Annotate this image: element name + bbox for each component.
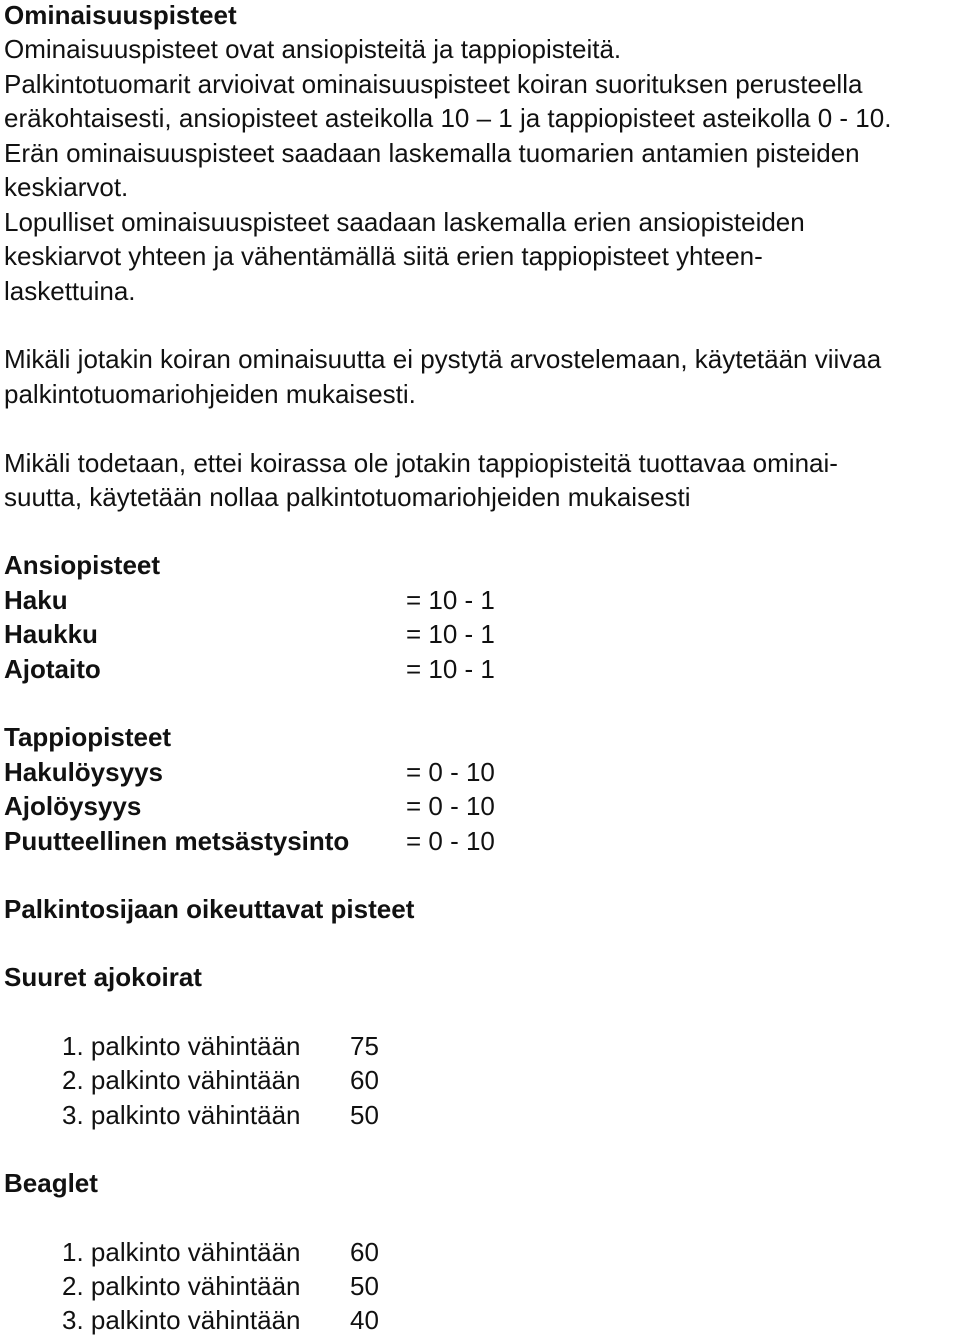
prize-points: 60 — [350, 1237, 379, 1267]
demerit-label: Puutteellinen metsästysinto — [4, 826, 350, 856]
merit-label: Haukku — [4, 619, 98, 649]
demerit-label: Hakulöysyys — [4, 757, 163, 787]
demerit-value: = 0 - 10 — [406, 826, 495, 856]
prize-points: 40 — [350, 1305, 379, 1335]
merit-value: = 10 - 1 — [406, 619, 495, 649]
merit-label: Haku — [4, 585, 68, 615]
prize-label: 1. palkinto vähintään — [62, 1237, 301, 1267]
prize-label: 3. palkinto vähintään — [62, 1305, 301, 1335]
paragraph-line: palkintotuomariohjeiden mukaisesti. — [4, 379, 416, 409]
merit-label: Ajotaito — [4, 654, 101, 684]
prize-heading: Palkintosijaan oikeuttavat pisteet — [4, 894, 415, 924]
demerit-heading: Tappiopisteet — [4, 722, 172, 752]
beagle-heading: Beaglet — [4, 1168, 98, 1198]
intro-line: keskiarvot. — [4, 172, 129, 202]
intro-line: eräkohtaisesti, ansiopisteet asteikolla 10 – 1 ja tappiopisteet asteikolla 0 - 10. — [4, 103, 892, 133]
intro-line: Erän ominaisuuspisteet saadaan laskemalla tuomarien antamien pisteiden — [4, 138, 860, 168]
prize-points: 75 — [350, 1031, 379, 1061]
intro-line: Palkintotuomarit arvioivat ominaisuuspisteet koiran suorituksen perusteella — [4, 69, 863, 99]
merit-value: = 10 - 1 — [406, 654, 495, 684]
prize-points: 60 — [350, 1065, 379, 1095]
demerit-value: = 0 - 10 — [406, 757, 495, 787]
intro-line: Lopulliset ominaisuuspisteet saadaan laskemalla erien ansiopisteiden — [4, 207, 805, 237]
prize-points: 50 — [350, 1100, 379, 1130]
paragraph-line: Mikäli jotakin koiran ominaisuutta ei pystytä arvostelemaan, käytetään viivaa — [4, 344, 882, 374]
intro-line: laskettuina. — [4, 276, 136, 306]
intro-line: Ominaisuuspisteet ovat ansiopisteitä ja tappiopisteitä. — [4, 34, 622, 64]
paragraph-line: suutta, käytetään nollaa palkintotuomariohjeiden mukaisesti — [4, 482, 691, 512]
demerit-value: = 0 - 10 — [406, 791, 495, 821]
prize-label: 2. palkinto vähintään — [62, 1065, 301, 1095]
intro-line: keskiarvot yhteen ja vähentämällä siitä erien tappiopisteet yhteen- — [4, 241, 763, 271]
merit-heading: Ansiopisteet — [4, 550, 161, 580]
prize-label: 3. palkinto vähintään — [62, 1100, 301, 1130]
paragraph-line: Mikäli todetaan, ettei koirassa ole jotakin tappiopisteitä tuottavaa ominai- — [4, 448, 838, 478]
merit-value: = 10 - 1 — [406, 585, 495, 615]
prize-label: 1. palkinto vähintään — [62, 1031, 301, 1061]
page-title: Ominaisuuspisteet — [4, 0, 237, 30]
large-hounds-heading: Suuret ajokoirat — [4, 962, 202, 992]
prize-label: 2. palkinto vähintään — [62, 1271, 301, 1301]
prize-points: 50 — [350, 1271, 379, 1301]
demerit-label: Ajolöysyys — [4, 791, 142, 821]
